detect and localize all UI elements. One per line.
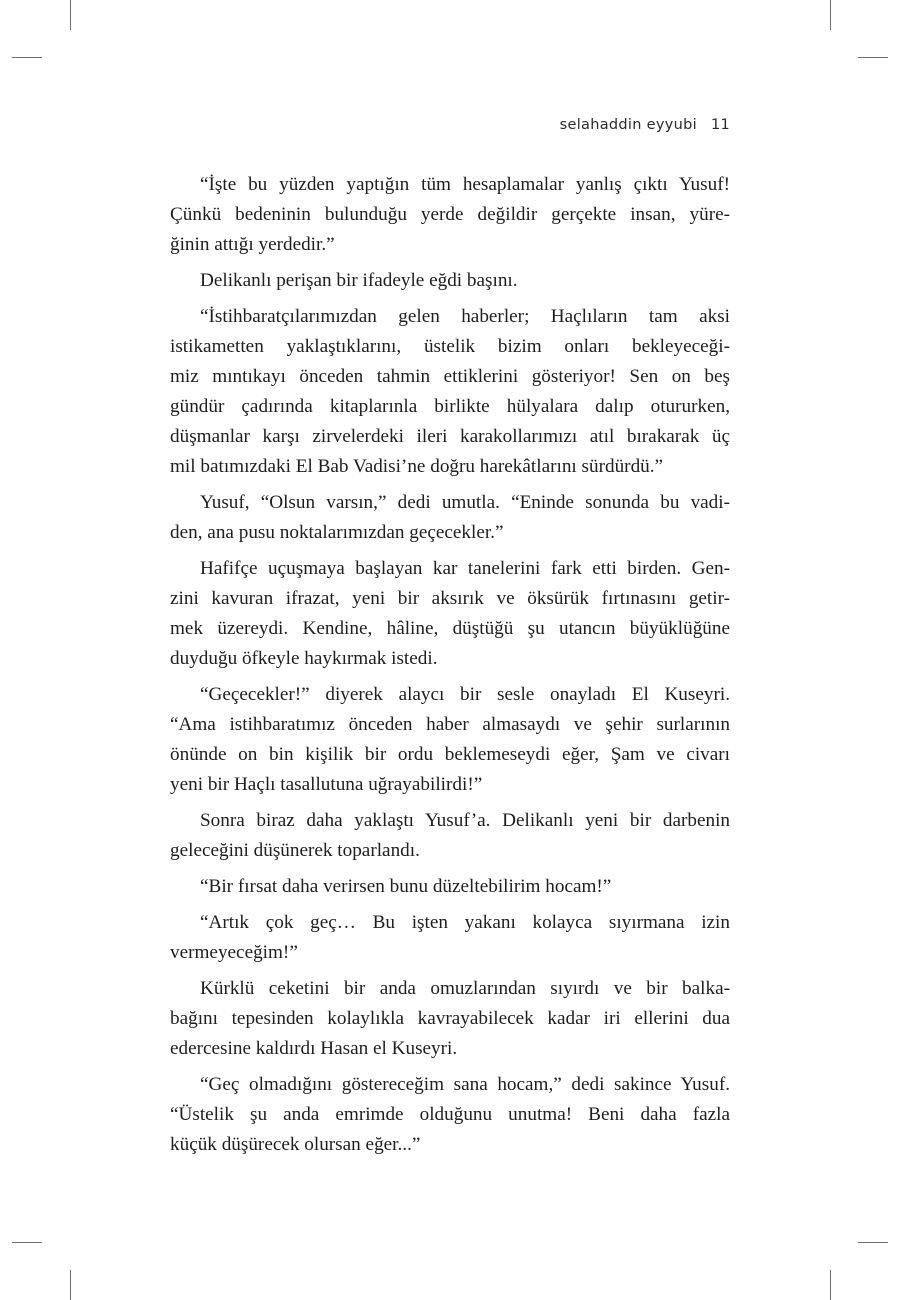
text-line: yeni bir Haçlı tasallutuna uğrayabilirdi!” xyxy=(170,774,483,795)
text-line: Yusuf, “Olsun varsın,” dedi umutla. “Eninde sonunda bu vadi- xyxy=(200,492,730,513)
paragraph xyxy=(170,806,730,866)
text-line: “Geçecekler!” diyerek alaycı bir sesle onayladı El Kuseyri. xyxy=(200,684,730,705)
text-line: düşmanlar karşı zirvelerdeki ileri karakollarımızı atıl bırakarak üç xyxy=(170,426,730,447)
crop-mark-bottom-right-horizontal xyxy=(858,1242,888,1243)
text-line: vermeyeceğim!” xyxy=(170,942,298,963)
text-line: “Üstelik şu anda emrimde olduğunu unutma! Beni daha fazla xyxy=(170,1104,730,1125)
paragraph xyxy=(170,680,730,800)
paragraph xyxy=(170,302,730,482)
text-line: Sonra biraz daha yaklaştı Yusuf’a. Delikanlı yeni bir darbenin xyxy=(200,810,730,831)
crop-mark-top-right-horizontal xyxy=(858,57,888,58)
text-line: bağını tepesinden kolaylıkla kavrayabilecek kadar iri ellerini dua xyxy=(170,1008,730,1029)
text-line: geleceğini düşünerek toparlandı. xyxy=(170,840,420,861)
crop-mark-top-left-vertical xyxy=(70,0,71,30)
paragraph xyxy=(170,170,730,260)
text-line: den, ana pusu noktalarımızdan geçecekler.” xyxy=(170,522,504,543)
text-line: “İstihbaratçılarımızdan gelen haberler; Haçlıların tam aksi xyxy=(200,306,730,327)
paragraph xyxy=(170,974,730,1064)
text-line: duyduğu öfkeyle haykırmak istedi. xyxy=(170,648,438,669)
text-line: ğinin attığı yerdedir.” xyxy=(170,234,335,255)
paragraph xyxy=(170,554,730,674)
running-head-title: selahaddin eyyubi xyxy=(559,117,697,133)
text-line: Delikanlı perişan bir ifadeyle eğdi başını. xyxy=(200,270,518,291)
paragraph xyxy=(170,266,730,296)
text-line: mek üzereydi. Kendine, hâline, düştüğü şu utancın büyüklüğüne xyxy=(170,618,730,639)
text-line: “İşte bu yüzden yaptığın tüm hesaplamalar yanlış çıktı Yusuf! xyxy=(200,174,730,195)
text-line: mil batımızdaki El Bab Vadisi’ne doğru harekâtlarını sürdürdü.” xyxy=(170,456,664,477)
text-line: zini kavuran ifrazat, yeni bir aksırık ve öksürük fırtınasını getir- xyxy=(170,588,730,609)
page-number: 11 xyxy=(710,117,730,133)
paragraph xyxy=(170,488,730,548)
paragraph xyxy=(170,872,730,902)
crop-mark-top-left-horizontal xyxy=(12,57,42,58)
text-line: önünde on bin kişilik bir ordu beklemeseydi eğer, Şam ve civarı xyxy=(170,744,730,765)
running-head xyxy=(560,117,730,133)
text-line: gündür çadırında kitaplarınla birlikte hülyalara dalıp otururken, xyxy=(170,396,730,417)
text-line: istikametten yaklaştıklarını, üstelik bizim onları bekleyeceği- xyxy=(170,336,730,357)
text-line: miz mıntıkayı önceden tahmin ettiklerini gösteriyor! Sen on beş xyxy=(170,366,730,387)
text-line: küçük düşürecek olursan eğer...” xyxy=(170,1134,421,1155)
text-line: “Ama istihbaratımız önceden haber almasaydı ve şehir surlarının xyxy=(170,714,730,735)
crop-mark-bottom-left-vertical xyxy=(70,1270,71,1300)
paragraph xyxy=(170,908,730,968)
text-line: Çünkü bedeninin bulunduğu yerde değildir gerçekte insan, yüre- xyxy=(170,204,730,225)
crop-mark-bottom-right-vertical xyxy=(830,1270,831,1300)
body-text xyxy=(170,170,730,1166)
text-line: Kürklü ceketini bir anda omuzlarından sıyırdı ve bir balka- xyxy=(200,978,730,999)
text-line: “Bir fırsat daha verirsen bunu düzeltebilirim hocam!” xyxy=(200,876,612,897)
text-line: edercesine kaldırdı Hasan el Kuseyri. xyxy=(170,1038,458,1059)
text-line: Hafifçe uçuşmaya başlayan kar tanelerini fark etti birden. Gen- xyxy=(200,558,730,579)
crop-mark-top-right-vertical xyxy=(830,0,831,30)
text-line: “Geç olmadığını göstereceğim sana hocam,” dedi sakince Yusuf. xyxy=(200,1074,730,1095)
crop-mark-bottom-left-horizontal xyxy=(12,1242,42,1243)
text-line: “Artık çok geç… Bu işten yakanı kolayca sıyırmana izin xyxy=(200,912,730,933)
paragraph xyxy=(170,1070,730,1160)
